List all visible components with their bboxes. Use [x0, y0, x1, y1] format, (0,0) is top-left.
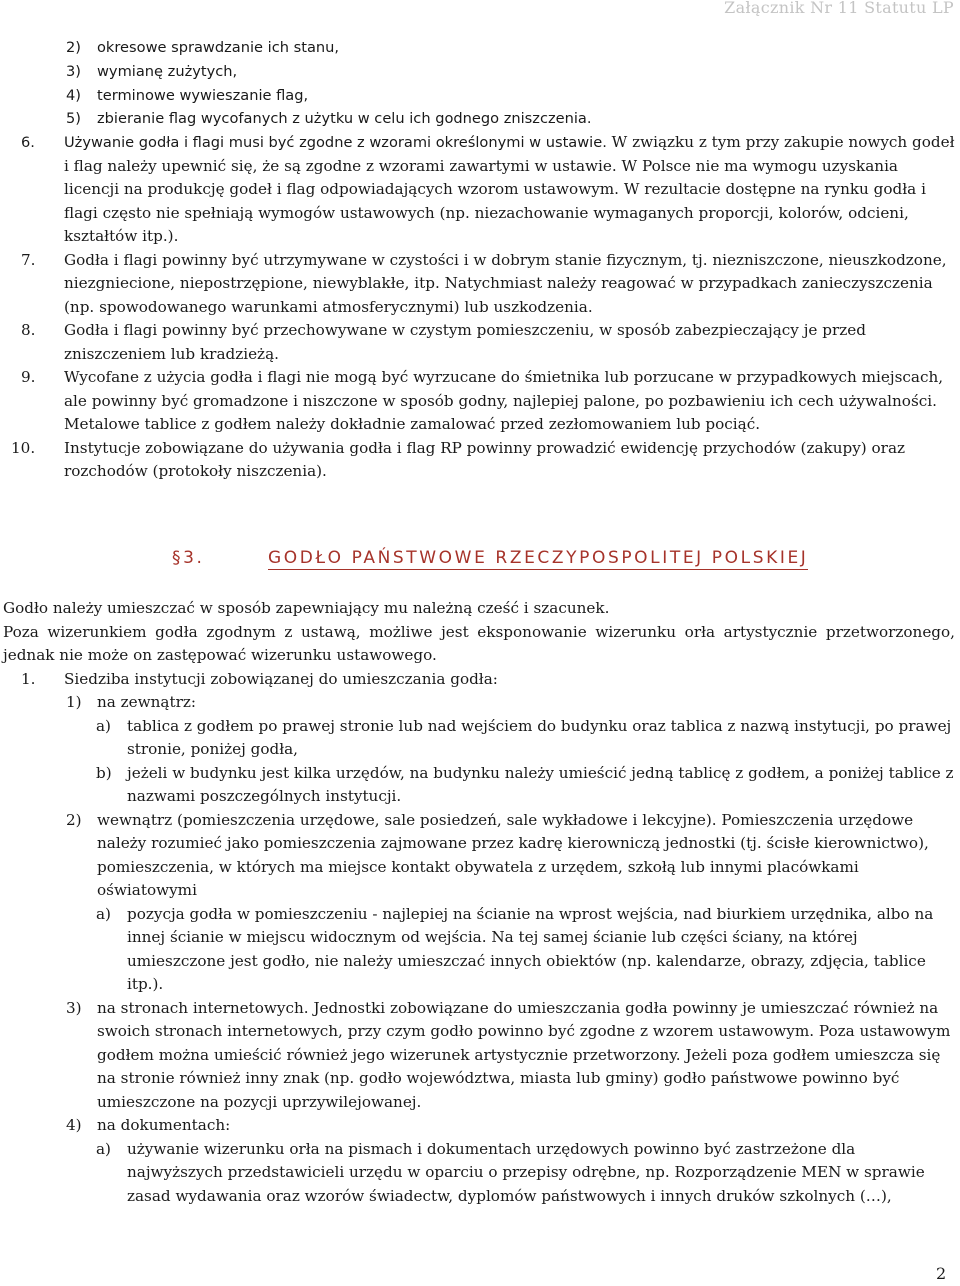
sub-text: wewnątrz (pomieszczenia urzędowe, sale posiedzeń, sale wykładowe i lekcyjne). Pomieszczenia urzędowe należy rozumieć jako pomieszczenia zajmowane przez kadrę kierowniczą jednostki (tj. ścisłe kierownictwo), pomieszczenia, w których ma miejsce kontakt obywatela z urzędem, szkołą lub innymi placówkami oświatowymi: [97, 810, 929, 899]
point-7: [0, 249, 955, 320]
point-10: [0, 437, 955, 484]
numbered-points: [0, 131, 955, 484]
point-text: Godła i flagi powinny być przechowywane w czystym pomieszczeniu, w sposób zabezpieczający je przed zniszczeniem lub kradzieżą.: [64, 321, 866, 363]
sub-number: 3): [66, 998, 82, 1017]
sub-number: 4): [66, 1116, 82, 1134]
point-9: [0, 366, 955, 437]
item-text: Siedziba instytucji zobowiązanej do umieszczania godła:: [64, 669, 498, 688]
sub-item-4: [0, 1114, 955, 1138]
list-text: okresowe sprawdzanie ich stanu,: [97, 39, 340, 56]
sub-letter: b): [96, 763, 112, 782]
list-item: [0, 36, 955, 60]
section-heading: [172, 547, 932, 571]
page-header: Załącznik Nr 11 Statutu LP: [724, 0, 954, 17]
point-number: 7.: [21, 250, 36, 269]
point-number: 10.: [11, 438, 36, 457]
item-number: 1.: [21, 669, 36, 688]
point-text: W związku z tym przy zakupie nowych godeł i flag należy upewnić się, że są zgodne z wzorami zawartymi w ustawie. W Polsce nie ma wymogu uzyskania licencji na produkcję godeł i flag odpowiadających wzorom ustawowym. W rezultacie dostępne na rynku godła i flagi często nie spełniają wymogów ustawowych (np. niezachowanie wymaganych proporcji, kolorów, odcieni, kształtów itp.).: [64, 133, 955, 245]
sub-text: na stronach internetowych. Jednostki zobowiązane do umieszczania godła powinny je umieszczać również na swoich stronach internetowych, przy czym godło powinno być zgodne z wzorem ustawowym. Poza ustawowym godłem można umieścić również jego wizerunek artystycznie przetworzony. Jeżeli poza godłem umieszcza się na stronie również inny znak (np. godło województwa, miasta lub gminy) godło państwowe powinno być umieszczone na pozycji uprzywilejowanej.: [97, 998, 951, 1111]
list-number: 5): [66, 110, 81, 128]
item-1: [0, 668, 955, 692]
intro-paragraph: Poza wizerunkiem godła zgodnym z ustawą, możliwe jest eksponowanie wizerunku orła artystycznie przetworzonego, jednak nie może on zastępować wizerunku ustawowego.: [3, 622, 955, 664]
sub-letter: a): [96, 1139, 111, 1158]
page-number: 2: [936, 1264, 947, 1283]
list-item: [0, 84, 955, 108]
list-number: 4): [66, 86, 81, 104]
point-text: Wycofane z użycia godła i flagi nie mogą być wyrzucane do śmietnika lub porzucane w przypadkowych miejscach, ale powinny być gromadzone i niszczone w sposób godny, najlepiej palone, po pozbawieniu ich cech używalności. Metalowe tablice z godłem należy dokładnie zamalować przed zezłomowaniem lub pociąć.: [64, 368, 944, 433]
list-top: [0, 36, 955, 131]
point-number: 8.: [21, 321, 36, 339]
sub-text: jeżeli w budynku jest kilka urzędów, na budynku należy umieścić jedną tablicę z godłem, a poniżej tablice z nazwami poszczególnych instytucji.: [127, 763, 954, 805]
list-item: [0, 107, 955, 131]
point-text: Godła i flagi powinny być utrzymywane w czystości i w dobrym stanie fizycznym, tj. niezniszczone, nieuszkodzone, niezgniecione, niepostrzępione, niewyblakłe, itp. Natychmiast należy reagować w przypadkach zanieczyszczenia (np. spowodowanego warunkami atmosferycznymi) lub uszkodzenia.: [64, 250, 947, 316]
sub-text: na zewnątrz:: [97, 693, 196, 711]
list-text: zbieranie flag wycofanych z użytku w celu ich godnego zniszczenia.: [97, 110, 592, 128]
sub-item-3: [0, 997, 955, 1115]
section-title: GODŁO PAŃSTWOWE RZECZYPOSPOLITEJ POLSKIEJ: [268, 548, 809, 568]
sub-text: używanie wizerunku orła na pismach i dokumentach urzędowych powinno być zastrzeżone dla najwyższych przedstawicieli urzędu w oparciu o przepisy odrębne, np. Rozporządzenie MEN w sprawie zasad wydawania oraz wzorów świadectw, dyplomów państwowych i innych druków szkolnych (…),: [127, 1139, 925, 1205]
sub-item-2a: [0, 903, 955, 997]
point-6: [0, 131, 955, 249]
sub-letter: a): [96, 716, 111, 735]
point-number: 9.: [21, 368, 36, 386]
sub-item-4a: [0, 1138, 955, 1209]
sub-item-2: [0, 809, 955, 903]
sub-text: pozycja godła w pomieszczeniu - najlepiej na ścianie na wprost wejścia, nad biurkiem urzędnika, albo na innej ścianie w miejscu widocznym od wejścia. Na tej samej ścianie lub części ściany, na której umieszczone jest godło, nie należy umieszczać innych obiektów (np. kalendarze, obrazy, zdjęcia, tablice itp.).: [127, 904, 934, 993]
sub-text: tablica z godłem po prawej stronie lub nad wejściem do budynku oraz tablica z nazwą instytucji, po prawej stronie, poniżej godła,: [127, 716, 952, 758]
point-8: [0, 319, 955, 366]
list-item: [0, 60, 955, 84]
sub-item-1: [0, 691, 955, 715]
point-text-first: Używanie godła i flagi musi być zgodne z wzorami określonymi w ustawie.: [64, 134, 607, 151]
sub-letter: a): [96, 904, 111, 923]
point-number: 6.: [21, 134, 35, 151]
sub-text: na dokumentach:: [97, 1116, 231, 1134]
intro-paragraph: Godło należy umieszczać w sposób zapewniający mu należną cześć i szacunek.: [3, 599, 610, 617]
list-number: 2): [66, 39, 81, 56]
list-number: 3): [66, 62, 81, 80]
sub-item-1a: [0, 715, 955, 762]
sub-item-1b: [0, 762, 955, 809]
section-number: §3.: [172, 548, 205, 568]
point-text: Instytucje zobowiązane do używania godła i flag RP powinny prowadzić ewidencję przychodów (zakupy) oraz rozchodów (protokoły niszczenia).: [64, 438, 906, 480]
list-text: terminowe wywieszanie flag,: [97, 86, 309, 104]
list-text: wymianę zużytych,: [97, 62, 238, 80]
section-body: [0, 597, 955, 1208]
sub-number: 1): [66, 693, 82, 711]
sub-number: 2): [66, 810, 82, 829]
